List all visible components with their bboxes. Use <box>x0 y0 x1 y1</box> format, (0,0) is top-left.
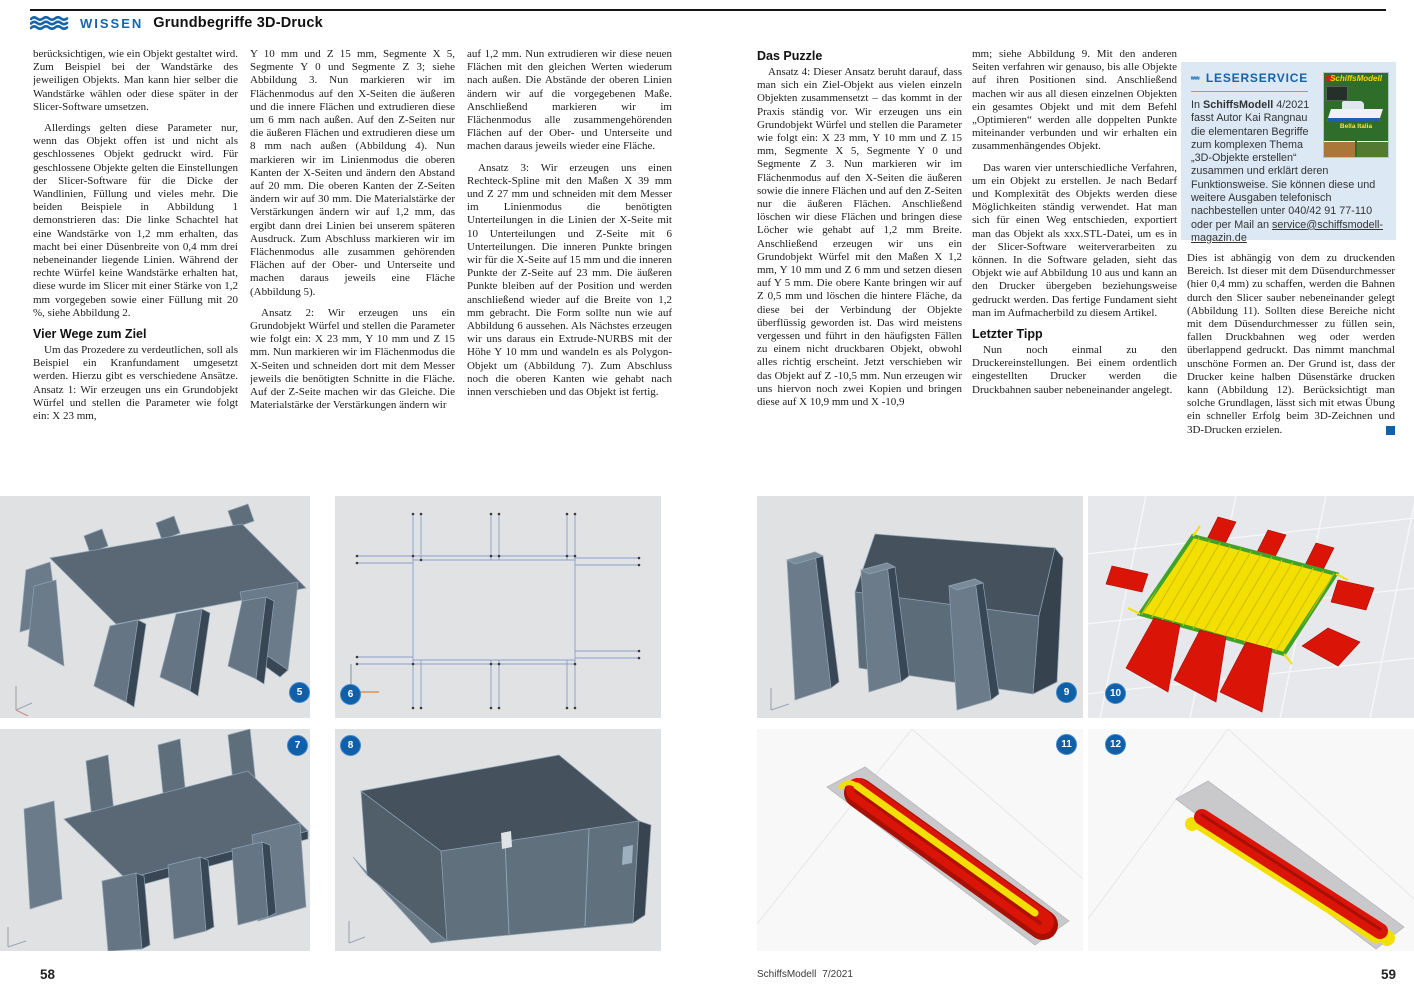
subheading-das-puzzle: Das Puzzle <box>757 49 823 63</box>
wave-logo-icon <box>1191 73 1200 83</box>
footer-credit <box>757 969 859 980</box>
text-column-5 <box>972 48 1177 492</box>
figure-12-image <box>1088 729 1414 951</box>
leserservice-box <box>1181 62 1396 244</box>
cover-inset-photo <box>1326 86 1348 101</box>
figure-badge <box>340 684 361 705</box>
paragraph-text: Dies ist abhängig von dem zu druckenden Bereich. Ist dieser mit dem Düsendurchmesser (hier 0,4 mm) zu schaffen, werden die Bahnen durch den Slicer sauber nebeneinander gelegt (Abbildung 11). Sollten diese Bereiche nicht mit dem Düsendurchmesser zu füllen sein, fallen Druckbahnen weg oder werden überlappend gedruckt. Das nimmt manchmal unschöne Formen an. Der Grund ist, dass der Drucker keine halben Düsenstärke drucken kann (Abbildung 12). Berücksichtigt man solche Grundlagen, lässt sich mit etwas Übung ein schneller Erfolg beim 3D-Zeichnen und 3D-Drucken erzielen. <box>1187 252 1395 436</box>
paragraph: auf 1,2 mm. Nun extrudieren wir diese neuen Flächen mit den gleichen Werten wiederum nach außen. Die Abstände der oberen Linien ändern wir auf die vorgegebenen Maße. Anschließend markieren wir im Flächenmodus alle zusammengehörenden Flächen auf der Ober- und Unterseite und machen daraus jeweils wieder eine Fläche. <box>467 48 672 153</box>
figure-5-image <box>0 496 310 718</box>
3d-box-render <box>335 729 661 951</box>
figure-number: 12 <box>1109 739 1122 750</box>
cover-boat-hull <box>1327 109 1383 121</box>
service-email-link[interactable]: service@schiffsmodell-magazin.de <box>1191 218 1383 244</box>
paragraph: Ansatz 4: Dieser Ansatz beruht darauf, dass man sich ein Ziel-Objekt aus vielen einzeln Objekten zusammensetzt – das kommt in der Praxis ständig vor. Wir erzeugen uns ein Grundobjekt Würfel und stellen die Parameter wie folgt ein: X 23 mm, Y 10 mm und Z 15 mm, Segmente X 5, Segmente Y 0 und Segmente Z 3. Nun markieren wir im Flächenmodus auf den X-Seiten die äußeren sowie die innere Flächen und auf den Z-Seiten nur die äußeren Flächen. Anschließend löschen wir diese Flächen und bringen diese Löcher wie gehabt auf 1,2 mm Breite. Anschließend erzeugen wir uns ein Grundobjekt Würfel mit den Maßen X 1,2 mm, Y 10 mm und Z 6 mm und setzen diesen auf Y 5 mm. Die obere Kante bringen wir auf Z 0,5 mm und löschen die hintere Fläche, da diese bei der Verbindung der Objekte überflüssig geworden ist. Das wird meistens vergessen und führt in den häufigsten Fällen zu einem nicht druckbaren Objekt, obwohl alles richtig erscheint. Jetzt verschieben wir das Objekt auf Z -10,5 mm. Nun erzeugen wir uns hiervon noch zwei Kopien und bringen diese auf X 10,9 mm und X -10,9 <box>757 66 962 409</box>
page-header <box>30 15 323 31</box>
figure-10-image <box>1088 496 1414 718</box>
leserservice-text-intro: In <box>1191 99 1204 111</box>
3d-foundation-render <box>0 729 310 951</box>
footer-magazine-name: SchiffsModell <box>757 969 817 980</box>
wave-logo-icon <box>30 16 70 30</box>
paragraph: Das waren vier unterschiedliche Verfahren, um ein Objekt zu erstellen. Je nach Bedarf und Komplexität des Objekts werden diese Möglichkeiten ständig verwendet. Hat man sich für einen Weg entschieden, exportiert man das Objekt als xxx.STL-Datei, um es in der Slicer-Software weiterverarbeiten zu können. In die Software geladen, sieht das Objekt wie auf Abbildung 10 aus und kann an den Drucker übergeben beziehungsweise gedruckt werden. Das fertige Fundament sieht man im Aufmacherbild zu diesem Artikel. <box>972 161 1177 319</box>
paragraph: mm; siehe Abbildung 9. Mit den anderen Seiten verfahren wir genauso, bis alle Objekte auf ihren Positionen sind. Anschließend machen wir aus all diesen einzelnen Objekten ein gesamtes Objekt und mit dem Befehl „Optimieren“ werden alle doppelten Punkte miteinander verbunden und wir erhalten ein zusammenhängendes Objekt. <box>972 48 1177 153</box>
figure-7-image <box>0 729 310 951</box>
figure-number: 10 <box>1109 688 1122 699</box>
3d-foundation-render <box>0 496 310 718</box>
paragraph: berücksichtigen, wie ein Objekt gestaltet wird. Zum Beispiel bei der Wandstärke des jeweiligen Objekts. Man kann hier selber die Wandstärke wählen oder diese später in der Slicer-Software umsetzen. <box>33 48 238 113</box>
paragraph: Nun noch einmal zu den Druckereinstellungen. Bei einem ordentlich eingestellten Drucker werden die Druckbahnen sauber nebeneinander angelegt. <box>972 344 1177 396</box>
figure-badge <box>289 682 310 703</box>
cover-masthead: SchiffsModell <box>1330 74 1382 83</box>
page-number-left: 58 <box>40 967 56 982</box>
figure-badge <box>1056 682 1077 703</box>
text-column-1 <box>33 48 238 492</box>
article-end-marker <box>1386 426 1395 435</box>
figure-badge <box>340 735 361 756</box>
paragraph: Ansatz 2: Wir erzeugen uns ein Grundobjekt Würfel und stellen die Parameter wie folgt ein: X 23 mm, Y 10 mm und Z 15 mm. Nun markieren wir im Flächenmodus die X-Seiten und schneiden dort mit dem Messer jeweils die benötigten Schnitte in die Fläche. Auf der Z-Seite machen wir das Gleiche. Die Materialstärke der Verstärkungen ändern wir <box>250 306 455 412</box>
leserservice-text-body: 4/2021 fasst Autor Kai Rangnau die elementaren Begriffe zum komplexen Thema „3D-Objekte erstellen“ zusammen und erklärt deren Funktionsweise. Sie können diese und weitere Ausgaben telefonisch nachbestellen unter 040/42 91 77-110 oder per Mail an <box>1191 99 1376 231</box>
text-column-2 <box>250 48 455 492</box>
print-path-render <box>1088 729 1414 951</box>
cover-boat-cabin <box>1342 101 1364 109</box>
figure-number: 6 <box>347 689 354 700</box>
figure-11-image <box>757 729 1083 951</box>
footer-issue: 7/2021 <box>822 969 853 980</box>
paragraph: Um das Prozedere zu verdeutlichen, soll als Beispiel ein Kranfundament umgesetzt werden. Hierzu gibt es verschiedene Ansätze. Ansatz 1: Wir erzeugen uns ein Grundobjekt Würfel und stellen die Parameter wie folgt ein: X 23 mm, <box>33 344 238 423</box>
figure-badge <box>1056 734 1077 755</box>
figure-9-image <box>757 496 1083 718</box>
figure-badge <box>1105 683 1126 704</box>
magazine-cover-thumbnail <box>1323 72 1389 158</box>
leserservice-magazine-name: SchiffsModell <box>1203 99 1274 111</box>
page-title: Grundbegriffe 3D-Druck <box>153 15 323 31</box>
print-path-render <box>757 729 1083 951</box>
section-kicker: WISSEN <box>80 15 144 31</box>
leserservice-title: LESERSERVICE <box>1205 71 1308 85</box>
leserservice-header <box>1191 71 1308 85</box>
figure-number: 11 <box>1061 739 1072 750</box>
figure-number: 9 <box>1063 687 1070 698</box>
paragraph: Ansatz 3: Wir erzeugen uns einen Rechteck-Spline mit den Maßen X 39 mm und Z 27 mm und schneiden mit dem Messer im Linienmodus die benötigten Unterteilungen in die Linien der X-Seite mit 10 Unterteilungen und Z-Seite mit 6 Unterteilungen. Die inneren Punkte bringen wir für die X-Seite auf 15 mm und die inneren Punkte der Z-Seite auf 23 mm. Die äußeren Punkte bleiben auf der Position und werden anschließend wieder auf die Breite von 1,2 mm gebracht. Die Form sollte nun wie auf Abbildung 6 aussehen. Als Nächstes erzeugen wir uns daraus ein Extrude-NURBS mit der Höhe Y 10 mm und wandeln es als Polygon-Objekt um (Abbildung 7). Zum Abschluss noch die oberen Kanten wie gehabt nach innen verschieben und das Objekt ist fertig. <box>467 161 672 399</box>
figure-6-image <box>335 496 661 718</box>
figure-badge <box>1105 734 1126 755</box>
paragraph <box>1187 252 1395 437</box>
text-column-4 <box>757 48 962 492</box>
subheading-letzter-tipp: Letzter Tipp <box>972 327 1043 342</box>
cover-photo-strip-left <box>1324 141 1355 157</box>
3d-assembly-render <box>757 496 1083 718</box>
figure-number: 8 <box>347 740 354 751</box>
cover-photo-strip-right <box>1357 141 1388 157</box>
text-column-6 <box>1187 252 1395 488</box>
figure-number: 5 <box>296 687 303 698</box>
text-column-3 <box>467 48 672 492</box>
spline-wireframe-render <box>335 496 661 718</box>
slicer-preview-render <box>1088 496 1414 718</box>
cover-title-line: Bella Italia <box>1339 123 1373 130</box>
subheading-vier-wege: Vier Wege zum Ziel <box>33 327 147 342</box>
figure-badge <box>287 735 308 756</box>
paragraph: Y 10 mm und Z 15 mm, Segmente X 5, Segmente Y 0 und Segmente Z 3; siehe Abbildung 3. Nun markieren wir im Flächenmodus auf den X-Seiten die äußeren und die innere Flächen und extrudieren diese um 6 mm nach außen. Auf den Z-Seiten nur die äußeren Flächen und extrudieren diese um 8 mm nach außen (Abbildung 4). Nun markieren wir im Linienmodus die oberen Kanten der X-Seiten und ändern den Abstand auf 20 mm. Die oberen Kanten der Z-Seiten ändern wir auf 30 mm. Die Materialstärke der Verstärkungen ändern wir auf 1,2 mm, das ergibt dann drei Linien bei unserem späteren Ausdruck. Zum Abschluss markieren wir im Flächenmodus alle zusammen gehörenden Flächen auf der Ober- und Unterseite und machen daraus jeweils eine Fläche (Abbildung 5). <box>250 48 455 298</box>
figure-number: 7 <box>294 740 301 751</box>
page-number-right: 59 <box>1380 967 1396 982</box>
paragraph: Allerdings gelten diese Parameter nur, wenn das Objekt offen ist und nicht als geschlossenes Objekt gedruckt wird. Für geschlossene Objekte gelten die Einstellungen der Slicer-Software für die Dicke der Wandlinien, Füllung und vieles mehr. Die beiden Beispiele in Abbildung 1 demonstrieren das: Die linke Schachtel hat eine Wandstärke von 1,2 mm erhalten, das macht bei einer Düsenbreite von 0,4 mm drei nebeneinander liegende Linien. Während der rechte Würfel keine Wandstärke erhalten hat, diese wurde im Slicer mit einer Stärke von 1,2 mm vorgegeben sowie einer Füllung mit 20 %, siehe Abbildung 2. <box>33 122 238 319</box>
header-rule <box>30 9 1386 11</box>
figure-8-image <box>335 729 661 951</box>
leserservice-divider <box>1191 91 1308 92</box>
